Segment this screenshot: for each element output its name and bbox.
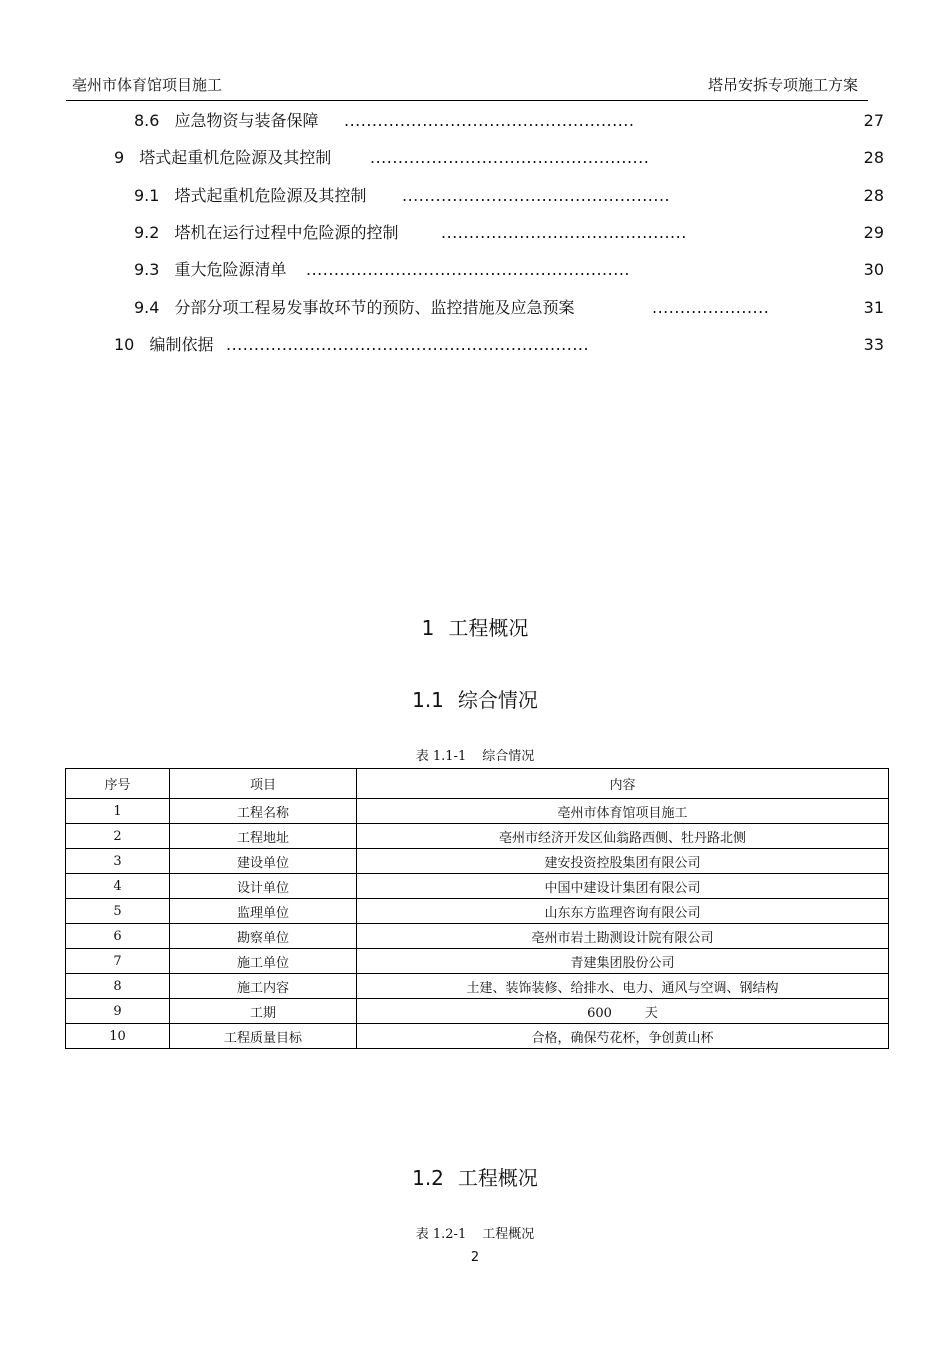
- toc-entry[interactable]: [134, 297, 884, 319]
- toc-entry[interactable]: [114, 334, 884, 356]
- toc-number: 9.3: [134, 260, 160, 279]
- toc-leader: ................................................: [402, 186, 671, 205]
- section-number: 1: [421, 616, 435, 640]
- toc-page: 28: [863, 186, 884, 205]
- column-header: 项目: [170, 769, 357, 799]
- caption-title: 综合情况: [482, 749, 535, 764]
- toc-leader: .................................................................: [226, 335, 590, 354]
- toc-entry[interactable]: [134, 110, 884, 132]
- toc-leader: .....................: [652, 298, 770, 317]
- cell-item: 工程质量目标: [170, 1024, 357, 1049]
- cell-index: 2: [66, 824, 170, 849]
- toc-entry[interactable]: [114, 147, 884, 169]
- header-left: 亳州市体育馆项目施工: [72, 76, 223, 94]
- section-heading-1: [0, 612, 950, 641]
- page-number: 2: [470, 1250, 480, 1265]
- section-heading-1-1: [0, 684, 950, 713]
- cell-index: 6: [66, 924, 170, 949]
- cell-content: 亳州市体育馆项目施工: [357, 799, 889, 824]
- table-caption: [0, 1223, 950, 1242]
- table-header-row: [66, 769, 889, 799]
- section-title: 工程概况: [448, 616, 529, 640]
- cell-content: 青建集团股份公司: [357, 949, 889, 974]
- toc-leader: ............................................: [441, 223, 687, 242]
- cell-index: 10: [66, 1024, 170, 1049]
- cell-item: 勘察单位: [170, 924, 357, 949]
- cell-index: 9: [66, 999, 170, 1024]
- toc-number: 9.4: [134, 298, 160, 317]
- caption-title: 工程概况: [482, 1227, 535, 1242]
- cell-index: 5: [66, 899, 170, 924]
- toc-title: 塔式起重机危险源及其控制: [174, 186, 367, 205]
- toc-title: 编制依据: [149, 335, 214, 354]
- toc-number: 8.6: [134, 111, 160, 130]
- toc-page: 31: [863, 298, 884, 317]
- toc-page: 30: [863, 260, 884, 279]
- toc-title: 塔式起重机危险源及其控制: [139, 148, 332, 167]
- cell-content: 合格，确保芍花杯，争创黄山杯: [357, 1024, 889, 1049]
- toc-entry[interactable]: [134, 222, 884, 244]
- cell-item: 监理单位: [170, 899, 357, 924]
- cell-index: 3: [66, 849, 170, 874]
- cell-item: 工程名称: [170, 799, 357, 824]
- toc-number: 9.1: [134, 186, 160, 205]
- section-heading-1-2: [0, 1162, 950, 1191]
- toc-number: 9: [114, 148, 125, 167]
- header-rule: [66, 100, 868, 101]
- table-row: [66, 874, 889, 899]
- table-row: [66, 999, 889, 1024]
- toc-entry[interactable]: [134, 259, 884, 281]
- table-row: [66, 824, 889, 849]
- cell-item: 施工内容: [170, 974, 357, 999]
- table-row: [66, 924, 889, 949]
- section-title: 综合情况: [457, 688, 538, 712]
- cell-item: 工程地址: [170, 824, 357, 849]
- toc-title: 塔机在运行过程中危险源的控制: [174, 223, 399, 242]
- cell-item: 工期: [170, 999, 357, 1024]
- header-right: 塔吊安拆专项施工方案: [707, 76, 858, 94]
- table-row: [66, 949, 889, 974]
- cell-index: 1: [66, 799, 170, 824]
- table-row: [66, 1024, 889, 1049]
- toc-title: 分部分项工程易发事故环节的预防、监控措施及应急预案: [174, 298, 575, 317]
- cell-content: 山东东方监理咨询有限公司: [357, 899, 889, 924]
- cell-content: 中国中建设计集团有限公司: [357, 874, 889, 899]
- toc-leader: ..................................................: [370, 148, 650, 167]
- toc-leader: ..........................................................: [306, 260, 630, 279]
- toc-title: 重大危险源清单: [174, 260, 287, 279]
- column-header: 内容: [357, 769, 889, 799]
- cell-item: 施工单位: [170, 949, 357, 974]
- cell-item: 建设单位: [170, 849, 357, 874]
- table-row: [66, 849, 889, 874]
- table-row: [66, 974, 889, 999]
- cell-item: 设计单位: [170, 874, 357, 899]
- toc-page: 33: [863, 335, 884, 354]
- cell-index: 4: [66, 874, 170, 899]
- toc-page: 28: [863, 148, 884, 167]
- cell-content: 土建、装饰装修、给排水、电力、通风与空调、钢结构: [357, 974, 889, 999]
- overview-table: [65, 768, 889, 1049]
- table-caption: [0, 745, 950, 764]
- cell-content: 600 天: [357, 999, 889, 1024]
- toc-page: 27: [863, 111, 884, 130]
- toc-title: 应急物资与装备保障: [174, 111, 319, 130]
- section-number: 1.1: [412, 688, 444, 712]
- cell-content: 亳州市岩土勘测设计院有限公司: [357, 924, 889, 949]
- caption-number: 表 1.2-1: [415, 1227, 467, 1242]
- toc-leader: ....................................................: [344, 111, 635, 130]
- section-title: 工程概况: [457, 1166, 538, 1190]
- toc-entry[interactable]: [134, 185, 884, 207]
- toc-page: 29: [863, 223, 884, 242]
- table-row: [66, 799, 889, 824]
- caption-number: 表 1.1-1: [415, 749, 467, 764]
- section-number: 1.2: [412, 1166, 444, 1190]
- toc-number: 10: [114, 335, 135, 354]
- cell-content: 建安投资控股集团有限公司: [357, 849, 889, 874]
- toc-number: 9.2: [134, 223, 160, 242]
- table-row: [66, 899, 889, 924]
- column-header: 序号: [66, 769, 170, 799]
- cell-index: 7: [66, 949, 170, 974]
- cell-index: 8: [66, 974, 170, 999]
- cell-content: 亳州市经济开发区仙翁路西侧、牡丹路北侧: [357, 824, 889, 849]
